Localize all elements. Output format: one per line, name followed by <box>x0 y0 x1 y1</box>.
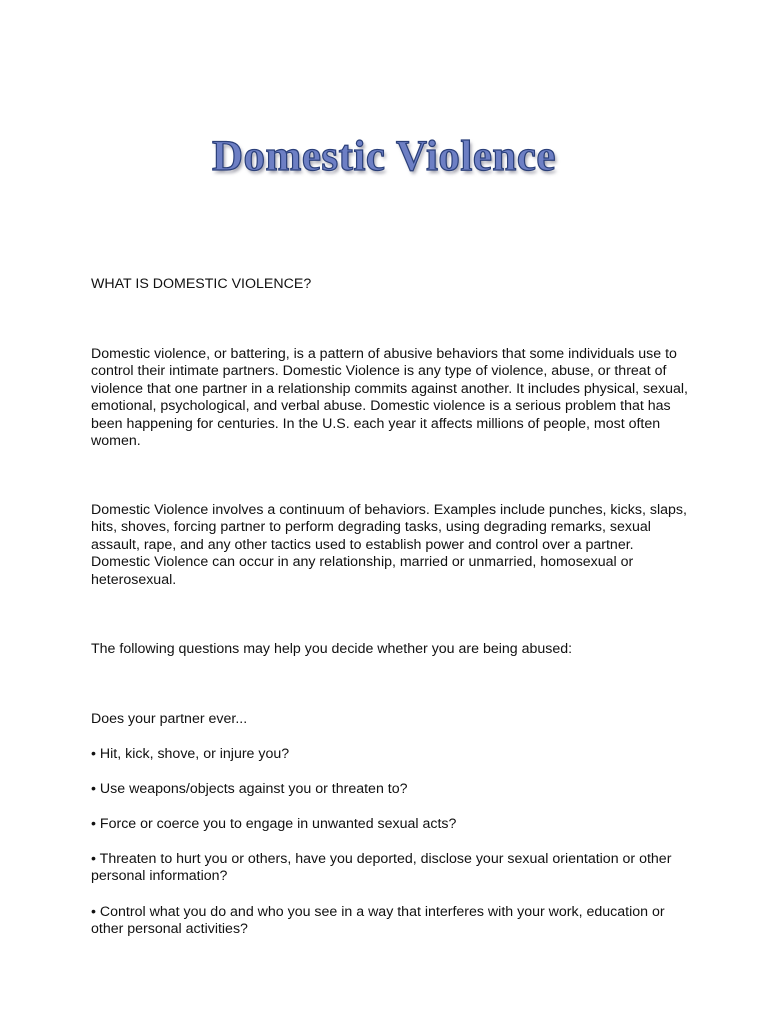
list-item: • Control what you do and who you see in a way that interferes with your work, education or other personal activities? <box>91 904 665 938</box>
questions-intro: Does your partner ever... <box>91 711 248 727</box>
list-item: • Hit, kick, shove, or injure you? <box>91 746 290 762</box>
list-item: • Force or coerce you to engage in unwanted sexual acts? <box>91 816 457 832</box>
list-item: • Use weapons/objects against you or threaten to? <box>91 781 408 797</box>
section-heading: WHAT IS DOMESTIC VIOLENCE? <box>91 276 312 292</box>
list-item: • Threaten to hurt you or others, have you deported, disclose your sexual orientation or other personal information? <box>91 851 672 885</box>
paragraph-definition: Domestic violence, or battering, is a pattern of abusive behaviors that some individuals use to control their intimate partners. Domestic Violence is any type of violence, abuse, or threat of violence that one partner in a relationship commits against another. It includes physical, sexual, emotional, psychological, and verbal abuse. Domestic violence is a serious problem that has been happening for centuries. In the U.S. each year it affects millions of people, most often women. <box>91 346 688 450</box>
paragraph-questions-lead: The following questions may help you decide whether you are being abused: <box>91 641 573 657</box>
paragraph-behaviors: Domestic Violence involves a continuum of behaviors. Examples include punches, kicks, slaps, hits, shoves, forcing partner to perform degrading tasks, using degrading remarks, sexual assault, rape, and any other tactics used to establish power and control over a partner. Domestic Violence can occur in any relationship, married or unmarried, homosexual or heterosexual. <box>91 502 687 588</box>
document-title: Domestic Violence <box>211 133 557 180</box>
